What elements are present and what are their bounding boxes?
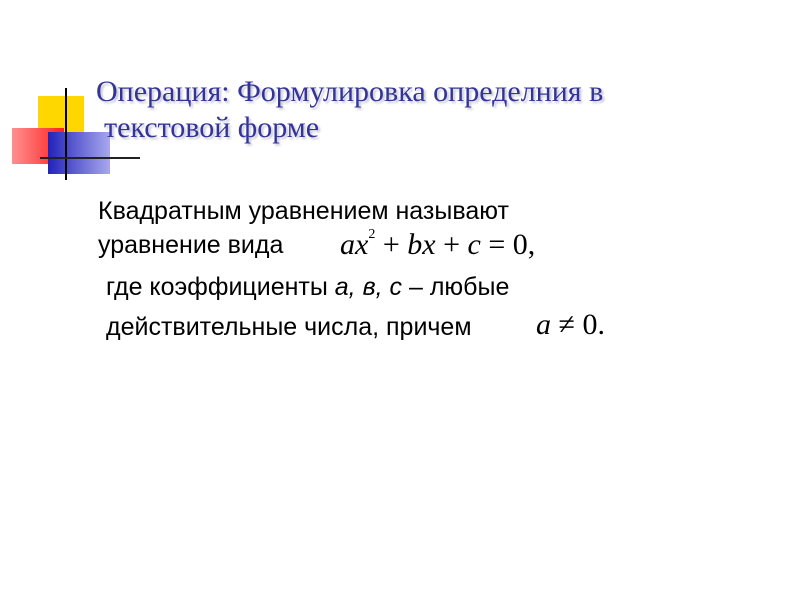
definition-line-4: действительные числа, причем bbox=[106, 313, 472, 341]
coefficients-intro: где коэффициенты bbox=[106, 273, 328, 301]
formula-a: a bbox=[340, 228, 355, 261]
nonzero-condition-formula bbox=[536, 308, 605, 342]
condition-a: a bbox=[536, 308, 551, 341]
formula-equals: = bbox=[488, 228, 506, 261]
coefficients-tail: – любые bbox=[408, 273, 510, 301]
title-line-1: Операция: Формулировка определния в bbox=[96, 75, 604, 108]
condition-dot: . bbox=[597, 308, 605, 341]
title-line-2: текстовой форме bbox=[104, 111, 320, 144]
formula-plus-1: + bbox=[382, 228, 400, 261]
condition-zero: 0 bbox=[582, 308, 598, 341]
definition-line-2: уравнение вида bbox=[98, 231, 284, 259]
definition-line-3 bbox=[106, 272, 509, 302]
formula-b: b bbox=[407, 228, 423, 261]
formula-zero: 0 bbox=[512, 228, 528, 261]
formula-x-2: x bbox=[422, 228, 436, 261]
coefficients-list: а, в, с bbox=[334, 273, 403, 301]
slide-title bbox=[96, 74, 603, 146]
formula-x: x bbox=[355, 228, 369, 261]
condition-neq: ≠ bbox=[558, 308, 575, 341]
definition-line-1: Квадратным уравнением называют bbox=[98, 197, 509, 225]
quadratic-equation-formula bbox=[340, 228, 535, 262]
formula-c: c bbox=[467, 228, 481, 261]
formula-comma: , bbox=[527, 228, 536, 261]
formula-exponent: 2 bbox=[368, 227, 376, 242]
formula-plus-2: + bbox=[443, 228, 460, 261]
